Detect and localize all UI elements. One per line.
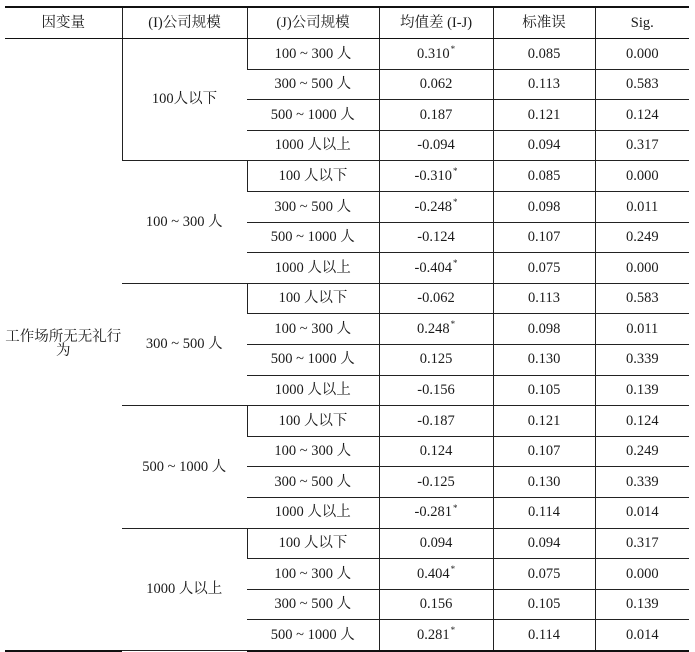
standard-error-cell: 0.105 [493,375,595,406]
mean-difference-value: -0.248 [414,198,452,215]
company-size-j-cell: 100 人以下 [247,528,379,559]
significance-marker: * [450,319,456,330]
mean-difference-cell [379,39,493,70]
significance-cell: 0.317 [595,528,689,559]
header-row [5,7,689,39]
standard-error-cell: 0.113 [493,69,595,100]
significance-cell: 0.583 [595,69,689,100]
dependent-variable-cell: 工作场所无无礼行为 [5,39,122,651]
company-size-j-cell: 100 人以下 [247,161,379,192]
significance-marker: * [452,257,458,268]
mean-difference-cell [379,375,493,406]
mean-difference-cell [379,559,493,590]
company-size-j-cell: 100 人以下 [247,406,379,437]
company-size-j-cell: 300 ~ 500 人 [247,191,379,222]
company-size-j-cell: 500 ~ 1000 人 [247,344,379,375]
mean-difference-cell [379,69,493,100]
header-company-size-j: (J)公司规模 [247,7,379,39]
table-row [5,39,689,70]
mean-difference-value: -0.156 [417,382,455,399]
mean-difference-cell [379,344,493,375]
significance-marker: * [452,502,458,513]
significance-cell: 0.583 [595,283,689,314]
significance-cell: 0.339 [595,344,689,375]
company-size-i-cell: 100人以下 [122,39,247,161]
mean-difference-value: -0.281 [414,504,452,521]
mean-difference-value: 0.094 [419,535,453,552]
company-size-i-cell: 500 ~ 1000 人 [122,406,247,528]
company-size-j-cell: 1000 人以上 [247,130,379,161]
standard-error-cell: 0.105 [493,589,595,620]
standard-error-cell: 0.121 [493,100,595,131]
mean-difference-cell [379,100,493,131]
mean-difference-cell [379,191,493,222]
standard-error-cell: 0.075 [493,559,595,590]
company-size-j-cell: 100 人以下 [247,283,379,314]
company-size-j-cell: 100 ~ 300 人 [247,39,379,70]
significance-cell: 0.014 [595,620,689,651]
significance-cell: 0.139 [595,375,689,406]
mean-difference-value: -0.124 [417,229,455,246]
significance-cell: 0.317 [595,130,689,161]
mean-difference-value: -0.187 [417,412,455,429]
mean-difference-value: -0.310 [414,167,452,184]
standard-error-cell: 0.085 [493,39,595,70]
mean-difference-cell [379,620,493,651]
company-size-j-cell: 500 ~ 1000 人 [247,100,379,131]
company-size-i-cell: 100 ~ 300 人 [122,161,247,283]
company-size-j-cell: 1000 人以上 [247,497,379,528]
company-size-j-cell: 500 ~ 1000 人 [247,222,379,253]
multiple-comparisons-table [5,6,689,652]
mean-difference-cell [379,406,493,437]
mean-difference-cell [379,528,493,559]
header-mean-difference: 均值差 (I-J) [379,7,493,39]
significance-cell: 0.249 [595,436,689,467]
mean-difference-cell [379,161,493,192]
company-size-j-cell: 300 ~ 500 人 [247,467,379,498]
standard-error-cell: 0.130 [493,344,595,375]
mean-difference-cell [379,283,493,314]
significance-cell: 0.000 [595,559,689,590]
standard-error-cell: 0.085 [493,161,595,192]
mean-difference-value: -0.125 [417,473,455,490]
standard-error-cell: 0.075 [493,253,595,284]
significance-cell: 0.011 [595,314,689,345]
significance-cell: 0.011 [595,191,689,222]
significance-marker: * [450,43,456,54]
mean-difference-value: -0.062 [417,290,455,307]
significance-cell: 0.139 [595,589,689,620]
standard-error-cell: 0.113 [493,283,595,314]
standard-error-cell: 0.114 [493,497,595,528]
mean-difference-value: 0.062 [419,76,453,93]
significance-cell: 0.000 [595,253,689,284]
table-body [5,39,689,651]
header-dependent-variable: 因变量 [5,7,122,39]
standard-error-cell: 0.098 [493,191,595,222]
mean-difference-value: 0.125 [419,351,453,368]
mean-difference-value: -0.404 [414,259,452,276]
standard-error-cell: 0.114 [493,620,595,651]
company-size-j-cell: 1000 人以上 [247,253,379,284]
significance-marker: * [452,166,458,177]
significance-cell: 0.014 [595,497,689,528]
company-size-j-cell: 500 ~ 1000 人 [247,620,379,651]
company-size-j-cell: 300 ~ 500 人 [247,589,379,620]
mean-difference-cell [379,497,493,528]
table-header [5,7,689,39]
mean-difference-value: 0.156 [419,596,453,613]
significance-marker: * [450,625,456,635]
significance-cell: 0.124 [595,100,689,131]
company-size-j-cell: 100 ~ 300 人 [247,436,379,467]
company-size-i-cell: 1000 人以上 [122,528,247,651]
header-significance: Sig. [595,7,689,39]
mean-difference-cell [379,130,493,161]
mean-difference-value: 0.124 [419,443,453,460]
company-size-j-cell: 300 ~ 500 人 [247,69,379,100]
company-size-j-cell: 100 ~ 300 人 [247,559,379,590]
standard-error-cell: 0.094 [493,528,595,559]
mean-difference-cell [379,589,493,620]
mean-difference-cell [379,222,493,253]
mean-difference-value: 0.248 [416,320,450,337]
mean-difference-value: 0.187 [419,106,453,123]
company-size-j-cell: 100 ~ 300 人 [247,314,379,345]
significance-cell: 0.000 [595,161,689,192]
significance-marker: * [450,563,456,574]
mean-difference-value: -0.094 [417,137,455,154]
company-size-j-cell: 1000 人以上 [247,375,379,406]
standard-error-cell: 0.098 [493,314,595,345]
mean-difference-value: 0.404 [416,565,450,582]
standard-error-cell: 0.107 [493,436,595,467]
company-size-i-cell: 300 ~ 500 人 [122,283,247,405]
significance-marker: * [452,196,458,207]
mean-difference-cell [379,253,493,284]
significance-cell: 0.124 [595,406,689,437]
standard-error-cell: 0.121 [493,406,595,437]
significance-cell: 0.000 [595,39,689,70]
header-company-size-i: (I)公司规模 [122,7,247,39]
mean-difference-value: 0.310 [416,45,450,62]
header-standard-error: 标准误 [493,7,595,39]
significance-cell: 0.249 [595,222,689,253]
standard-error-cell: 0.094 [493,130,595,161]
significance-cell: 0.339 [595,467,689,498]
standard-error-cell: 0.107 [493,222,595,253]
mean-difference-cell [379,467,493,498]
mean-difference-value: 0.281 [416,626,450,643]
standard-error-cell: 0.130 [493,467,595,498]
mean-difference-cell [379,436,493,467]
mean-difference-cell [379,314,493,345]
